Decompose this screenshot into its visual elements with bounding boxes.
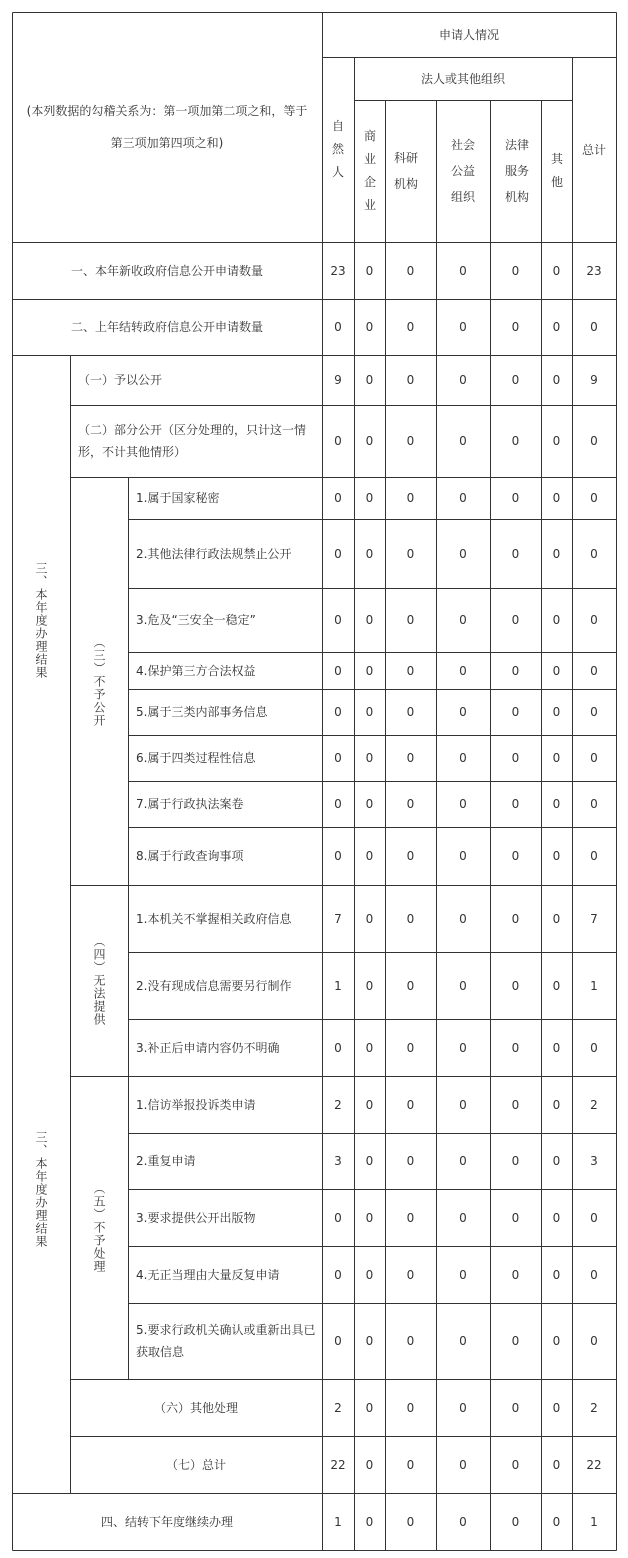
value-cell: 0	[365, 1334, 374, 1348]
value-cell: 0	[406, 663, 415, 678]
value-cell: 0	[365, 1514, 374, 1529]
value-cell: 0	[406, 1457, 415, 1472]
row-label: 3.危及“三安全一稳定”	[136, 613, 256, 627]
row-label: 5.属于三类内部事务信息	[136, 705, 268, 719]
value-cell: 0	[334, 797, 342, 811]
value-cell: 0	[511, 546, 520, 561]
value-cell: 0	[552, 373, 561, 387]
row-label: （七）总计	[165, 1457, 226, 1472]
group-not-process-label: （五）不予处理	[92, 1182, 106, 1273]
value-cell: 1	[334, 978, 342, 993]
value-cell: 0	[590, 705, 598, 719]
value-cell: 0	[459, 1040, 467, 1055]
value-cell: 0	[406, 320, 415, 334]
row-label: 2.其他法律行政法规禁止公开	[136, 546, 292, 561]
value-cell: 0	[365, 373, 374, 387]
header-applicant-situation: 申请人情况	[438, 27, 499, 42]
value-cell: 0	[552, 613, 561, 627]
value-cell: 0	[511, 1267, 520, 1282]
value-cell: 0	[590, 797, 598, 811]
value-cell: 9	[590, 373, 598, 387]
value-cell: 0	[406, 1154, 415, 1168]
section-3-first-label: 三、本年度办理结果	[34, 561, 48, 679]
group-not-open-label: （三）不予公开	[92, 635, 106, 727]
value-cell: 0	[334, 613, 342, 627]
value-cell: 3	[334, 1154, 342, 1168]
value-cell: 0	[590, 1040, 598, 1055]
value-cell: 0	[459, 797, 467, 811]
value-cell: 0	[590, 546, 598, 561]
value-cell: 0	[334, 1267, 342, 1282]
value-cell: 0	[334, 320, 342, 334]
value-cell: 0	[459, 434, 467, 448]
value-cell: 0	[459, 1097, 467, 1112]
col-header-social: 社会公益组织	[450, 138, 475, 204]
value-cell: 0	[365, 1097, 374, 1112]
value-cell: 0	[406, 1514, 415, 1529]
value-cell: 2	[590, 1097, 598, 1112]
value-cell: 0	[406, 546, 415, 561]
value-cell: 0	[552, 663, 561, 678]
value-cell: 0	[365, 546, 374, 561]
value-cell: 0	[459, 263, 467, 278]
row-label: 4.无正当理由大量反复申请	[136, 1267, 280, 1282]
col-header-legal: 法律服务机构	[504, 138, 529, 204]
value-cell: 7	[590, 911, 598, 926]
row-label: 四、结转下年度继续办理	[100, 1514, 233, 1529]
header-relation-note: (本列数据的勾稽关系为：第一项加第二项之和，等于第三项加第四项之和)	[26, 104, 308, 150]
value-cell: 0	[365, 1154, 374, 1168]
value-cell: 0	[459, 663, 467, 678]
row-label: 一、本年新收政府信息公开申请数量	[70, 263, 263, 278]
value-cell: 0	[459, 1400, 467, 1415]
value-cell: 2	[334, 1097, 342, 1112]
value-cell: 0	[365, 320, 374, 334]
value-cell: 0	[511, 434, 520, 448]
row-label: 8.属于行政查询事项	[136, 849, 244, 863]
value-cell: 0	[590, 849, 598, 863]
value-cell: 22	[330, 1457, 346, 1472]
value-cell: 0	[365, 434, 374, 448]
value-cell: 0	[334, 1334, 342, 1348]
value-cell: 0	[459, 546, 467, 561]
value-cell: 0	[459, 1334, 467, 1348]
value-cell: 0	[334, 663, 342, 678]
value-cell: 0	[406, 373, 415, 387]
value-cell: 0	[511, 705, 520, 719]
value-cell: 0	[334, 491, 342, 505]
row-label: 7.属于行政执法案卷	[136, 797, 244, 811]
value-cell: 0	[590, 613, 598, 627]
value-cell: 0	[590, 434, 598, 448]
value-cell: 0	[365, 1040, 374, 1055]
value-cell: 0	[552, 1400, 561, 1415]
col-header-other: 其他	[550, 152, 563, 189]
value-cell: 0	[365, 1267, 374, 1282]
row-label: 1.属于国家秘密	[136, 491, 220, 505]
value-cell: 0	[552, 751, 561, 765]
value-cell: 0	[511, 1400, 520, 1415]
value-cell: 0	[511, 1097, 520, 1112]
col-header-total: 总计	[581, 142, 606, 157]
value-cell: 0	[406, 434, 415, 448]
value-cell: 0	[406, 911, 415, 926]
value-cell: 0	[459, 1154, 467, 1168]
value-cell: 0	[590, 1334, 598, 1348]
value-cell: 0	[459, 613, 467, 627]
value-cell: 0	[365, 911, 374, 926]
value-cell: 0	[511, 1334, 520, 1348]
value-cell: 0	[406, 613, 415, 627]
value-cell: 0	[459, 373, 467, 387]
value-cell: 0	[459, 1267, 467, 1282]
row-label: （六）其他处理	[153, 1400, 238, 1415]
value-cell: 23	[330, 263, 346, 278]
value-cell: 0	[406, 1400, 415, 1415]
value-cell: 0	[459, 978, 467, 993]
value-cell: 0	[406, 1097, 415, 1112]
value-cell: 0	[406, 978, 415, 993]
row-label: 6.属于四类过程性信息	[136, 751, 256, 765]
value-cell: 0	[365, 663, 374, 678]
value-cell: 0	[365, 1210, 374, 1225]
value-cell: 0	[511, 263, 520, 278]
value-cell: 3	[590, 1154, 598, 1168]
value-cell: 0	[365, 491, 374, 505]
value-cell: 0	[365, 705, 374, 719]
value-cell: 0	[406, 1210, 415, 1225]
value-cell: 0	[334, 546, 342, 561]
value-cell: 22	[586, 1457, 602, 1472]
value-cell: 0	[334, 1210, 342, 1225]
value-cell: 0	[511, 978, 520, 993]
value-cell: 0	[334, 849, 342, 863]
value-cell: 0	[365, 263, 374, 278]
value-cell: 0	[511, 1457, 520, 1472]
value-cell: 0	[552, 1040, 561, 1055]
value-cell: 0	[552, 263, 561, 278]
value-cell: 0	[511, 320, 520, 334]
value-cell: 0	[334, 705, 342, 719]
value-cell: 0	[365, 613, 374, 627]
value-cell: 0	[552, 705, 561, 719]
value-cell: 0	[590, 751, 598, 765]
value-cell: 0	[459, 1210, 467, 1225]
value-cell: 0	[511, 663, 520, 678]
value-cell: 0	[406, 1040, 415, 1055]
value-cell: 0	[552, 797, 561, 811]
value-cell: 0	[511, 1154, 520, 1168]
value-cell: 0	[365, 1457, 374, 1472]
row-label: 3.要求提供公开出版物	[136, 1210, 256, 1225]
row-label: 1.本机关不掌握相关政府信息	[136, 911, 292, 926]
value-cell: 0	[365, 978, 374, 993]
value-cell: 0	[590, 491, 598, 505]
row-label: （一）予以公开	[78, 373, 163, 387]
value-cell: 0	[552, 491, 561, 505]
row-label: 2.重复申请	[136, 1154, 196, 1168]
value-cell: 0	[511, 751, 520, 765]
value-cell: 0	[552, 911, 561, 926]
row-label: （二）部分公开（区分处理的，只计这一情形，不计其他情形）	[78, 423, 307, 459]
value-cell: 0	[590, 320, 598, 334]
value-cell: 0	[511, 1514, 520, 1529]
value-cell: 0	[406, 849, 415, 863]
value-cell: 0	[459, 849, 467, 863]
value-cell: 0	[459, 751, 467, 765]
row-label: 2.没有现成信息需要另行制作	[136, 978, 292, 993]
value-cell: 0	[365, 849, 374, 863]
value-cell: 2	[334, 1400, 342, 1415]
row-label: 4.保护第三方合法权益	[136, 663, 256, 678]
value-cell: 0	[552, 434, 561, 448]
value-cell: 0	[406, 751, 415, 765]
col-header-commercial: 商业企业	[363, 129, 376, 212]
value-cell: 1	[590, 1514, 598, 1529]
value-cell: 0	[406, 1267, 415, 1282]
value-cell: 0	[459, 320, 467, 334]
value-cell: 0	[511, 911, 520, 926]
value-cell: 0	[406, 263, 415, 278]
value-cell: 0	[511, 613, 520, 627]
value-cell: 0	[552, 1267, 561, 1282]
col-header-research: 科研机构	[394, 151, 419, 191]
value-cell: 0	[552, 849, 561, 863]
value-cell: 2	[590, 1400, 598, 1415]
value-cell: 0	[406, 705, 415, 719]
value-cell: 0	[511, 373, 520, 387]
value-cell: 0	[511, 491, 520, 505]
value-cell: 0	[552, 1514, 561, 1529]
row-label: 二、上年结转政府信息公开申请数量	[70, 320, 263, 334]
value-cell: 0	[406, 797, 415, 811]
value-cell: 0	[334, 1040, 342, 1055]
value-cell: 0	[334, 434, 342, 448]
row-label: 5.要求行政机关确认或重新出具已获取信息	[136, 1323, 316, 1359]
value-cell: 0	[552, 1210, 561, 1225]
value-cell: 7	[334, 911, 342, 926]
value-cell: 23	[586, 263, 602, 278]
value-cell: 0	[459, 1514, 467, 1529]
value-cell: 1	[590, 978, 598, 993]
value-cell: 0	[459, 491, 467, 505]
value-cell: 0	[511, 849, 520, 863]
row-label: 3.补正后申请内容仍不明确	[136, 1040, 280, 1055]
value-cell: 0	[552, 1154, 561, 1168]
value-cell: 0	[365, 797, 374, 811]
value-cell: 0	[511, 1210, 520, 1225]
value-cell: 0	[334, 751, 342, 765]
header-legal-or-other: 法人或其他组织	[420, 71, 505, 86]
value-cell: 0	[459, 705, 467, 719]
group-cannot-provide-label: （四）无法提供	[92, 935, 106, 1026]
value-cell: 0	[365, 1400, 374, 1415]
section-3-second-label: 三、本年度办理结果	[34, 1130, 48, 1248]
value-cell: 0	[552, 1097, 561, 1112]
value-cell: 1	[334, 1514, 342, 1529]
value-cell: 0	[459, 1457, 467, 1472]
value-cell: 0	[590, 1210, 598, 1225]
value-cell: 0	[511, 797, 520, 811]
row-label: 1.信访举报投诉类申请	[136, 1097, 256, 1112]
value-cell: 0	[365, 751, 374, 765]
value-cell: 0	[552, 546, 561, 561]
value-cell: 0	[406, 491, 415, 505]
value-cell: 9	[334, 373, 342, 387]
col-header-natural: 自然人	[331, 119, 344, 179]
value-cell: 0	[459, 911, 467, 926]
value-cell: 0	[511, 1040, 520, 1055]
value-cell: 0	[552, 320, 561, 334]
value-cell: 0	[590, 1267, 598, 1282]
value-cell: 0	[552, 978, 561, 993]
value-cell: 0	[552, 1457, 561, 1472]
value-cell: 0	[406, 1334, 415, 1348]
value-cell: 0	[552, 1334, 561, 1348]
value-cell: 0	[590, 663, 598, 678]
